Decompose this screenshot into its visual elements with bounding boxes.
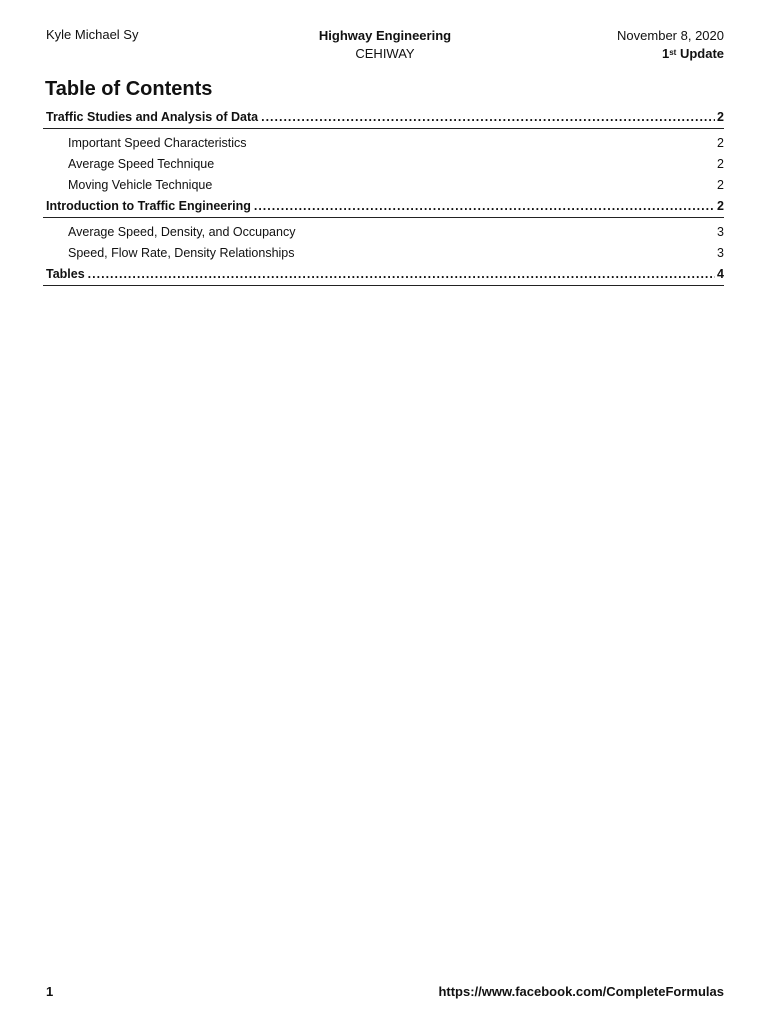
table-of-contents: [43, 107, 724, 290]
toc-section-entry[interactable]: [43, 107, 724, 129]
toc-dot-leader: [88, 264, 715, 285]
toc-entry-label: Tables: [46, 267, 85, 281]
toc-entry-label: Moving Vehicle Technique: [68, 178, 213, 192]
toc-entry-label: Speed, Flow Rate, Density Relationships: [68, 246, 295, 260]
toc-subsection-entry[interactable]: [43, 243, 724, 264]
toc-section-entry[interactable]: [43, 196, 724, 218]
toc-entry-label: Introduction to Traffic Engineering: [46, 199, 251, 213]
toc-entry-page: 2: [717, 136, 724, 150]
footer-link[interactable]: https://www.facebook.com/CompleteFormulas: [438, 984, 724, 999]
toc-entry-page: 2: [717, 110, 724, 124]
date-block: [617, 27, 724, 63]
toc-section-entry[interactable]: [43, 264, 724, 286]
update-label: [617, 45, 724, 63]
toc-entry-page: 4: [717, 267, 724, 281]
toc-entry-page: 3: [717, 246, 724, 260]
toc-dot-leader: [261, 107, 715, 128]
course-code: CEHIWAY: [355, 46, 415, 61]
toc-entry-page: 2: [717, 157, 724, 171]
update-suffix: st: [669, 48, 677, 57]
toc-subsection-entry[interactable]: [43, 133, 724, 154]
footer-page-number: 1: [46, 984, 54, 999]
update-text: Update: [679, 46, 724, 61]
toc-entry-page: 2: [717, 199, 724, 213]
toc-entry-label: Traffic Studies and Analysis of Data: [46, 110, 259, 124]
toc-entry-label: Average Speed Technique: [68, 157, 215, 171]
toc-entry-page: 2: [717, 178, 724, 192]
toc-dot-leader: [254, 196, 715, 217]
toc-entry-label: Average Speed, Density, and Occupancy: [68, 225, 296, 239]
page-header: [46, 24, 724, 64]
author-name: Kyle Michael Sy: [46, 27, 139, 42]
document-date: November 8, 2020: [617, 28, 724, 43]
course-title: Highway Engineering: [318, 28, 452, 43]
toc-subsection-entry[interactable]: [43, 222, 724, 243]
toc-title: Table of Contents: [45, 78, 213, 100]
update-number: 1: [661, 46, 670, 61]
toc-entry-label: Important Speed Characteristics: [68, 136, 247, 150]
toc-subsection-entry[interactable]: [43, 154, 724, 175]
toc-entry-page: 3: [717, 225, 724, 239]
toc-subsection-entry[interactable]: [43, 175, 724, 196]
